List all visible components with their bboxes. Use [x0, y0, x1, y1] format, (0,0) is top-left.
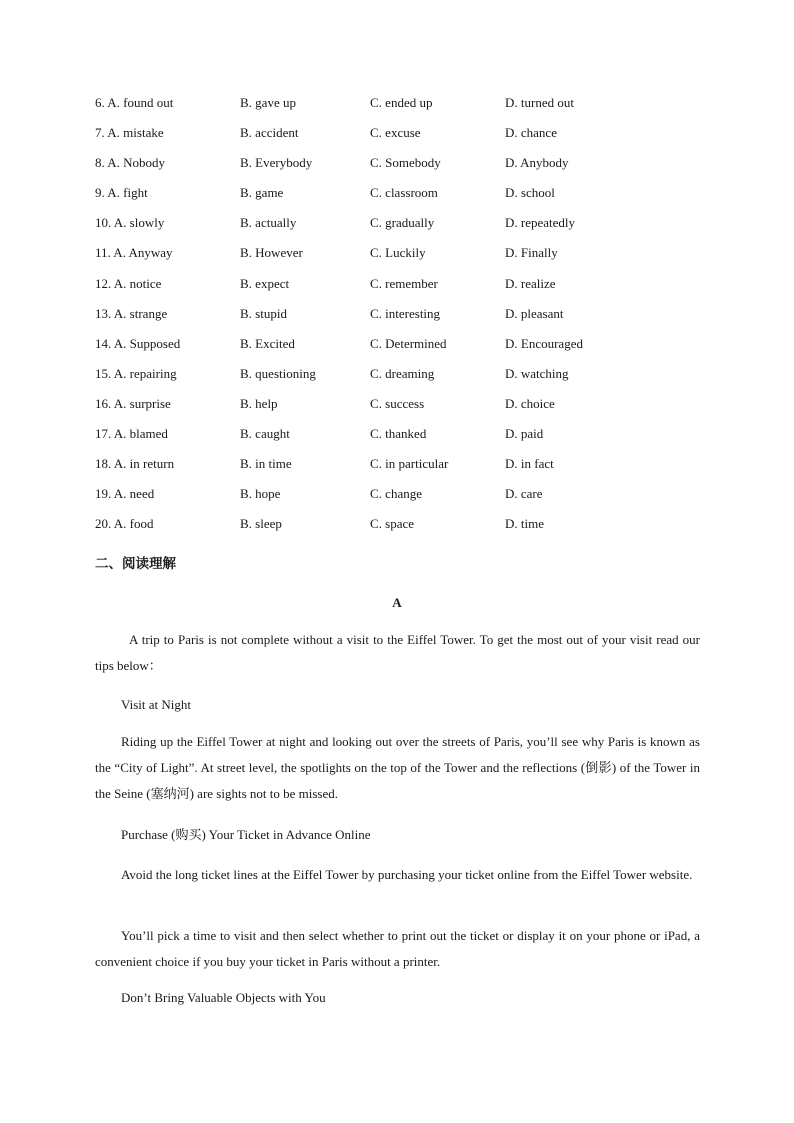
option-b: B. questioning — [240, 365, 316, 381]
option-a: 9. A. fight — [95, 185, 148, 201]
option-b: B. stupid — [240, 305, 287, 321]
tip-text-purchase-1: Avoid the long ticket lines at the Eiffel Tower by purchasing your ticket online from the Eiffel Tower website. — [121, 867, 693, 882]
option-c: C. dreaming — [370, 365, 435, 381]
option-c: C. Determined — [370, 335, 447, 351]
option-d: D. Encouraged — [505, 335, 583, 351]
option-d: D. choice — [505, 395, 555, 411]
tip-heading-purchase: Purchase (购买) Your Ticket in Advance Online — [121, 827, 371, 842]
passage-label: A — [392, 595, 402, 610]
option-d: D. realize — [505, 275, 556, 291]
option-b: B. accident — [240, 125, 299, 141]
option-d: D. school — [505, 185, 555, 201]
option-a: 18. A. in return — [95, 456, 175, 472]
option-d: D. Anybody — [505, 155, 569, 171]
tip-text-purchase-2: You’ll pick a time to visit and then select whether to print out the ticket or display it on your phone or iPad, a convenient choice if you buy your ticket in Paris without a printer. — [95, 928, 700, 969]
option-c: C. thanked — [370, 426, 427, 442]
option-c: C. ended up — [370, 95, 433, 110]
option-d: D. chance — [505, 125, 557, 141]
tip-heading-valuables: Don’t Bring Valuable Objects with You — [121, 990, 326, 1005]
option-b: B. Everybody — [240, 155, 313, 171]
option-c: C. space — [370, 516, 415, 532]
option-a: 16. A. surprise — [95, 395, 171, 411]
option-b: B. help — [240, 395, 278, 411]
option-a: 19. A. need — [95, 486, 155, 502]
passage-intro: A trip to Paris is not complete without a visit to the Eiffel Tower. To get the most out of your visit read our tips below： — [95, 632, 700, 673]
option-c: C. Somebody — [370, 155, 441, 171]
option-c: C. gradually — [370, 215, 435, 231]
tip-text-night: Riding up the Eiffel Tower at night and looking out over the streets of Paris, you’ll see why Paris is known as the “City of Light”. At street level, the spotlights on the top of the Tower and the reflections (倒影) of the Tower in the Seine (塞纳河) are sights not to be missed. — [95, 734, 700, 801]
option-b: B. in time — [240, 456, 292, 472]
option-c: C. success — [370, 395, 425, 411]
option-d: D. pleasant — [505, 305, 564, 321]
option-a: 14. A. Supposed — [95, 335, 181, 351]
option-b: B. caught — [240, 426, 290, 442]
option-d: D. Finally — [505, 245, 558, 261]
option-b: B. actually — [240, 215, 297, 231]
option-d: D. turned out — [505, 95, 574, 110]
option-d: D. care — [505, 486, 543, 502]
option-c: C. excuse — [370, 125, 421, 141]
option-d: D. in fact — [505, 456, 554, 472]
option-a: 8. A. Nobody — [95, 155, 166, 171]
option-b: B. However — [240, 245, 303, 261]
option-a: 13. A. strange — [95, 305, 168, 321]
option-a: 12. A. notice — [95, 275, 162, 291]
option-d: D. time — [505, 516, 544, 532]
option-b: B. expect — [240, 275, 290, 291]
option-a: 10. A. slowly — [95, 215, 165, 231]
option-d: D. watching — [505, 365, 569, 381]
option-c: C. remember — [370, 275, 438, 291]
option-a: 20. A. food — [95, 516, 154, 532]
option-a: 15. A. repairing — [95, 365, 177, 381]
option-b: B. Excited — [240, 335, 295, 351]
section-title-reading: 二、阅读理解 — [95, 556, 176, 572]
option-c: C. Luckily — [370, 245, 426, 261]
option-c: C. in particular — [370, 456, 449, 472]
option-b: B. hope — [240, 486, 281, 502]
option-a: 11. A. Anyway — [95, 245, 173, 261]
option-b: B. game — [240, 185, 284, 201]
option-d: D. repeatedly — [505, 215, 576, 231]
option-d: D. paid — [505, 426, 544, 442]
option-c: C. interesting — [370, 305, 441, 321]
option-b: B. gave up — [240, 95, 296, 110]
option-a: 7. A. mistake — [95, 125, 164, 141]
option-c: C. change — [370, 486, 422, 502]
option-c: C. classroom — [370, 185, 438, 201]
option-b: B. sleep — [240, 516, 282, 532]
option-a: 6. A. found out — [95, 95, 174, 110]
tip-heading-night: Visit at Night — [121, 697, 191, 712]
option-a: 17. A. blamed — [95, 426, 168, 442]
